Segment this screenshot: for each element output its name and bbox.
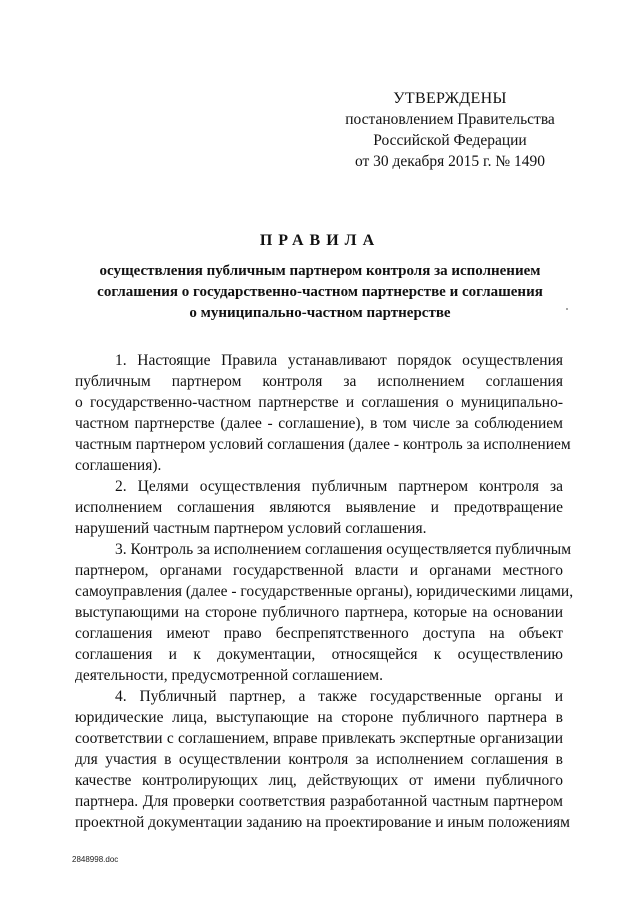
text-line: деятельности, предусмотренной соглашением.	[75, 667, 383, 684]
text-line: публичным партнером контроля за исполнением соглашения	[75, 373, 563, 390]
subtitle-line: о муниципально-частном партнерстве	[189, 305, 451, 321]
text-line: о государственно-частном партнерстве и соглашения о муниципально-	[75, 394, 563, 411]
approval-line: постановлением Правительства	[345, 111, 555, 128]
text-line: качестве контролирующих лиц, действующих от имени публичного	[75, 772, 563, 789]
approval-line: Российской Федерации	[373, 132, 527, 149]
paragraph-4	[75, 686, 570, 833]
subtitle-line: осуществления публичным партнером контроля за исполнением	[99, 263, 541, 279]
text-line: юридические лица, выступающие на стороне публичного партнера в	[75, 709, 563, 726]
text-line: выступающими на стороне публичного партнера, которые на основании	[75, 604, 563, 621]
text-line: соглашения имеют право беспрепятственного доступа на объект	[75, 625, 563, 642]
text-line: 3. Контроль за исполнением соглашения осуществляется публичным	[115, 541, 572, 558]
text-line: нарушений частным партнером условий соглашения.	[75, 520, 427, 537]
paragraph-3	[75, 539, 574, 686]
file-name-footer: 2848998.doc	[72, 855, 119, 864]
approval-stamp	[330, 88, 570, 172]
document-body	[75, 350, 574, 833]
text-line: проектной документации заданию на проектирование и иным положениям	[75, 814, 570, 831]
paragraph-1	[75, 350, 571, 476]
subtitle-line: соглашения о государственно-частном партнерстве и соглашения	[97, 284, 543, 300]
text-line: 4. Публичный партнер, а также государственные органы и	[115, 688, 563, 705]
text-line: частном партнерстве (далее - соглашение), в том числе за соблюдением	[75, 415, 563, 432]
text-line: соглашения).	[75, 457, 162, 474]
document-subtitle	[70, 261, 570, 324]
approval-heading: УТВЕРЖДЕНЫ	[393, 90, 507, 107]
scan-speck	[566, 308, 568, 310]
text-line: частным партнером условий соглашения (далее - контроль за исполнением	[75, 436, 571, 453]
text-line: партнером, органами государственной власти и органами местного	[75, 562, 563, 579]
text-line: соглашения и к документации, относящейся к осуществлению	[75, 646, 563, 663]
text-line: исполнением соглашения являются выявление и предотвращение	[75, 499, 563, 516]
text-line: соответствии с соглашением, вправе привлекать экспертные организации	[75, 730, 563, 747]
text-line: партнера. Для проверки соответствия разработанной частным партнером	[75, 793, 563, 810]
paragraph-2	[75, 476, 563, 539]
text-line: для участия в осуществлении контроля за исполнением соглашения в	[75, 751, 563, 768]
text-line: 2. Целями осуществления публичным партнером контроля за	[115, 478, 563, 495]
text-line: самоуправления (далее - государственные органы), юридическими лицами,	[75, 583, 574, 600]
document-title: ПРАВИЛА	[259, 232, 381, 249]
text-line: 1. Настоящие Правила устанавливают порядок осуществления	[115, 352, 563, 369]
approval-line: от 30 декабря 2015 г. № 1490	[354, 153, 546, 170]
